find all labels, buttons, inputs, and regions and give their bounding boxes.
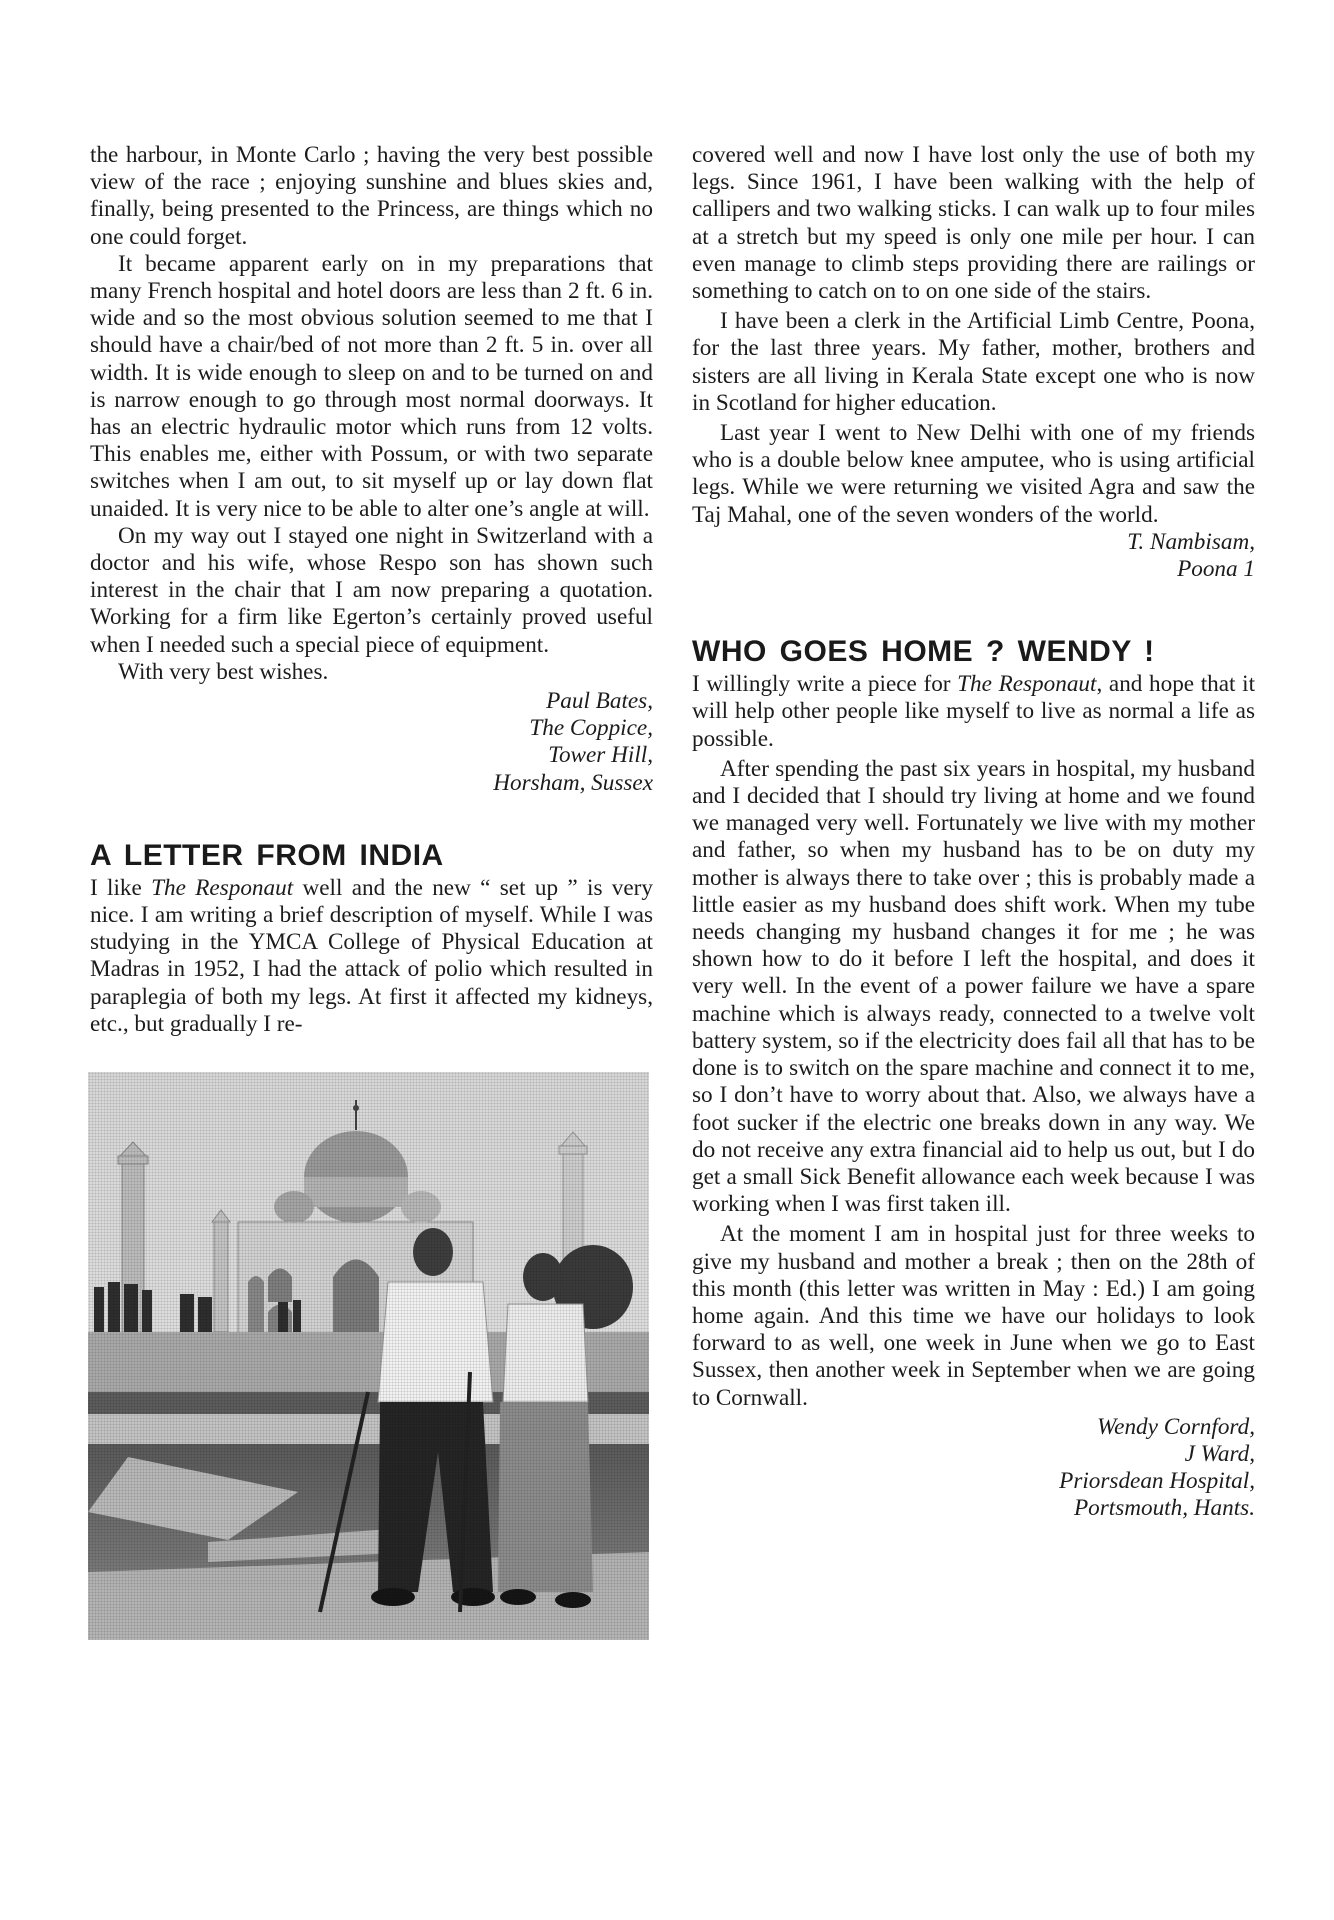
photo-shape (180, 1294, 194, 1332)
photo-shape (268, 1269, 292, 1303)
signature-block (90, 688, 653, 797)
taj-mahal-photo (88, 1072, 649, 1640)
photo-shape (304, 1177, 408, 1207)
paragraph: the harbour, in Monte Carlo ; having the very best possible view of the race ; enjoying sunshine and blues skies and, finally, being presented to the Princess, are things which no one could forget. (90, 142, 653, 250)
photo-shape (555, 1592, 591, 1608)
photo-shape (94, 1287, 104, 1332)
photo-shape (108, 1282, 120, 1332)
paragraph: On my way out I stayed one night in Switzerland with a doctor and his wife, whose Respo son has shown such interest in the chair that I am now preparing a quotation. Working for a firm like Egerton’s certainly proved useful when I needed such a special piece of equipment. (90, 522, 653, 658)
paragraph: With very best wishes. (118, 658, 329, 685)
photo-shape (293, 1300, 301, 1334)
india-letter (90, 839, 653, 1640)
photo-shape (248, 1276, 264, 1332)
wendy-letter (692, 635, 1255, 1522)
paragraph: I have been a clerk in the Artificial Limb Centre, Poona, for the last three years. My father, mother, brothers and sisters are all living in Kerala State except one who is now in Scotland for higher education. (692, 308, 1255, 416)
signature-block (692, 529, 1255, 583)
signature-block (692, 1414, 1255, 1523)
signature-name: Paul Bates, (546, 688, 653, 715)
signature-address-line: Portsmouth, Hants. (1073, 1495, 1255, 1522)
paragraph: covered well and now I have lost only the use of both my legs. Since 1961, I have been walking with the help of callipers and two walking sticks. I can walk up to four miles at a stretch but my speed is only one mile per hour. I can even manage to climb steps providing there are railings or something to catch on to on one side of the stairs. (692, 142, 1255, 305)
photo-shape (124, 1284, 138, 1332)
signature-address-line: Poona 1 (1177, 556, 1255, 583)
headline-who-goes-home: WHO GOES HOME ? WENDY ! (692, 635, 1155, 669)
photo-shape (401, 1191, 441, 1223)
paragraph: After spending the past six years in hospital, my husband and I decided that I should try living at home and we found we managed very well. Fortunately we live with my mother and father, so when my husband has to be on duty my mother is always there to take over ; this is probably made a little easier as my husband does shift work. When my tube needs changing my husband changes it for me ; he was shown how to do it before I left the hospital, and does it very well. In the event of a power failure we have a spare machine which is always ready, connected to a twelve volt battery system, so if the electricity does fail all that has to be done is to switch on the spare machine and connect it to me, so I don’t have to worry about that. Also, we always have a foot sucker if the electric one breaks down in any way. We do not receive any extra financial aid to help us out, but I do get a small Sick Benefit allowance each week because I was working when I was first taken ill. (692, 755, 1255, 1218)
signature-address-line: J Ward, (1184, 1440, 1255, 1467)
signature-address-line: The Coppice, (529, 715, 653, 742)
standing-man (498, 1253, 593, 1608)
photo-shape (498, 1402, 593, 1592)
photo-shape (378, 1282, 493, 1402)
india-letter-continued (692, 142, 1255, 583)
paragraph: At the moment I am in hospital just for three weeks to give my husband and mother a break ; then on the 28th of this month (this letter was written in May : Ed.) I am going home again. And this time we have our holidays to look forward to as well, one week in June when we go to East Sussex, then another week in September when we are going to Cornwall. (692, 1221, 1255, 1411)
paragraph: Last year I went to New Delhi with one of my friends who is a double below knee amputee, who is using artificial legs. While we were returning we visited Agra and saw the Taj Mahal, one of the seven wonders of the world. (692, 420, 1255, 528)
photo-shape (333, 1260, 379, 1343)
photo-shape (274, 1191, 314, 1223)
signature-address-line: Horsham, Sussex (493, 769, 653, 796)
photo-shape (118, 1156, 148, 1164)
paragraph (90, 875, 653, 1038)
paragraph (692, 671, 1255, 753)
signature-address-line: Priorsdean Hospital, (1059, 1468, 1255, 1495)
photo-shape (371, 1588, 415, 1606)
signature-address-line: Tower Hill, (548, 742, 653, 769)
photo-shape (559, 1146, 587, 1154)
photo-shape (214, 1222, 228, 1332)
photo-shape (142, 1290, 152, 1332)
text-run: I willingly write a piece for (692, 671, 958, 698)
photo-shape (413, 1228, 453, 1276)
signature-name: T. Nambisam, (1127, 528, 1255, 555)
photo-shape (278, 1302, 288, 1334)
publication-title: The Responaut (957, 671, 1097, 698)
minaret-center-left (212, 1210, 230, 1332)
photo-shape (353, 1105, 359, 1111)
text-run: I like (90, 874, 152, 901)
publication-title: The Responaut (151, 874, 294, 901)
photo-shape (198, 1297, 212, 1332)
left-column (90, 142, 653, 1640)
headline-letter-from-india: A LETTER FROM INDIA (90, 838, 444, 872)
paul-bates-letter (90, 142, 653, 797)
text-run: , and hope that it will help other people like myself to live as normal a life as possible. (692, 671, 1256, 752)
text-run: well and the new “ set up ” is very nice. I am writing a brief description of myself. While I was studying in the YMCA College of Physical Education at Madras in 1952, I had the attack of polio which resulted in paraplegia of both my legs. At first it affected my kidneys, etc., but gradually I re- (90, 874, 653, 1037)
photo-shape (500, 1589, 536, 1605)
photo-shape (523, 1253, 563, 1301)
photo-shape (451, 1588, 495, 1606)
paragraph: It became apparent early on in my preparations that many French hospital and hotel doors are less than 2 ft. 6 in. wide and so the most obvious solution seemed to me that I should have a chair/bed of not more than 2 ft. 5 in. over all width. It is wide enough to sleep on and to be turned on and is narrow enough to go through most normal doorways. It has an electric hydraulic motor which runs from 12 volts. This enables me, either with Possum, or with two separate switches when I am out, to sit myself up or lay down flat unaided. It is very nice to be able to alter one’s angle at will. (90, 250, 653, 522)
right-column (692, 142, 1255, 1523)
photo-shape (503, 1304, 588, 1402)
signature-name: Wendy Cornford, (1096, 1413, 1255, 1440)
photo-illustration (88, 1072, 649, 1640)
